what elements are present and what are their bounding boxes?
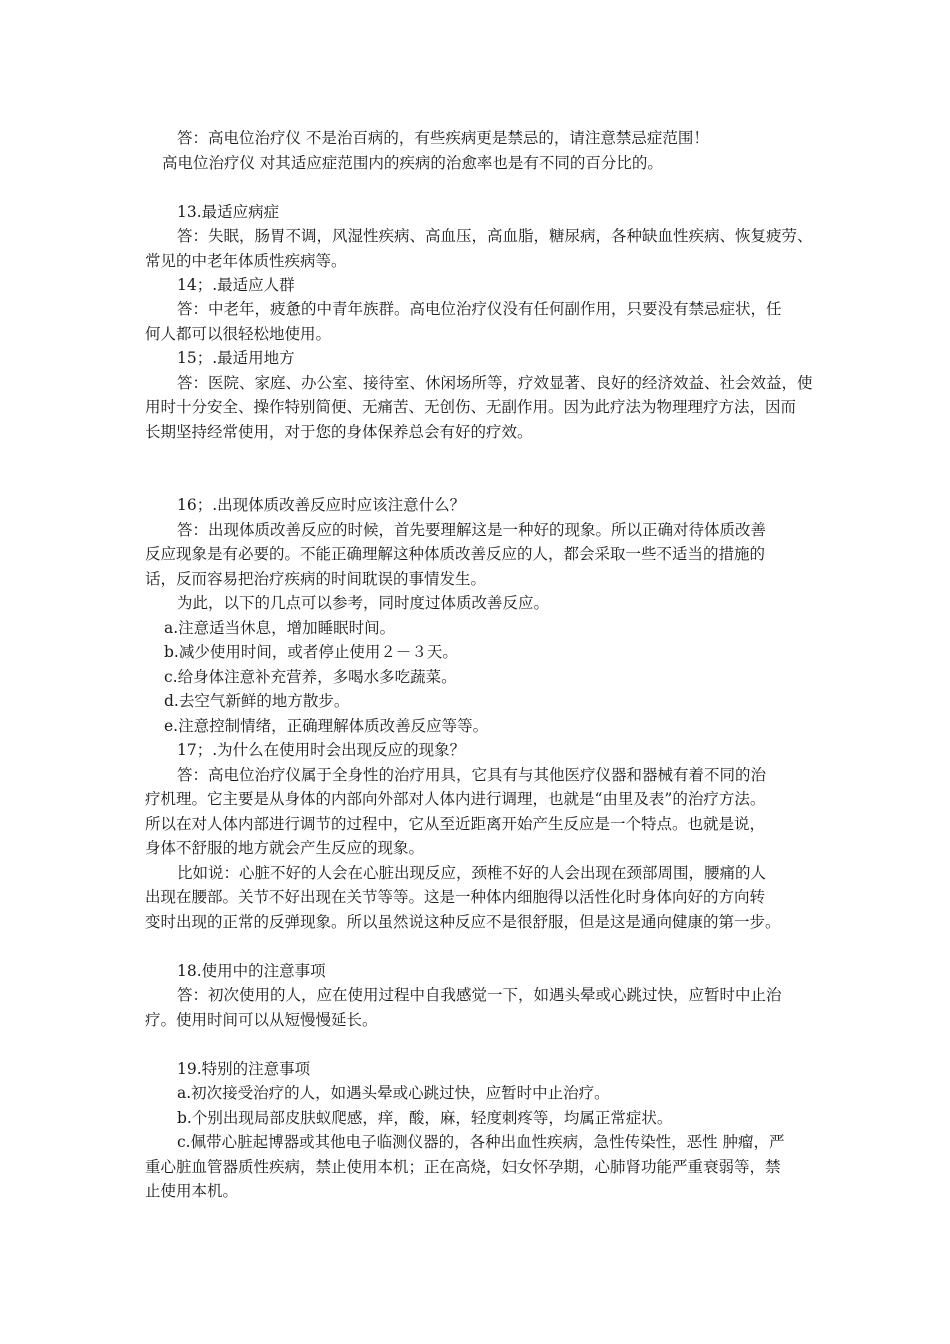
answer-12-line-2: 高电位治疗仪 对其适应症范围内的疾病的治愈率也是有不同的百分比的。: [162, 154, 663, 172]
answer-14-line-1: 答：中老年，疲惫的中青年族群。高电位治疗仪没有任何副作用，只要没有禁忌症状，任: [177, 300, 782, 318]
note-item-c-line-1: c.佩带心脏起博器或其他电子临测仪器的，各种出血性疾病，急性传染性，恶性 肿瘤，严: [177, 1133, 785, 1151]
list-item-a: a.注意适当休息，增加睡眠时间。: [164, 619, 396, 637]
answer-17-line-6: 出现在腰部。关节不好出现在关节等等。这是一种体内细胞得以活性化时身体向好的方向转: [145, 888, 766, 906]
heading-19: 19.特别的注意事项: [177, 1060, 311, 1078]
answer-15-line-3: 长期坚持经常使用，对于您的身体保养总会有好的疗效。: [145, 423, 533, 441]
answer-17-line-3: 所以在对人体内部进行调节的过程中，它从至近距离开始产生反应是一个特点。也就是说，: [145, 815, 766, 833]
answer-16-line-2: 反应现象是有必要的。不能正确理解这种体质改善反应的人，都会采取一些不适当的措施的: [145, 545, 766, 563]
answer-15-line-1: 答：医院、家庭、办公室、接待室、休闲场所等，疗效显著、良好的经济效益、社会效益，使: [177, 374, 813, 392]
answer-17-line-7: 变时出现的正常的反弹现象。所以虽然说这种反应不是很舒服，但是这是通向健康的第一步。: [145, 913, 781, 931]
answer-17-line-2: 疗机理。它主要是从身体的内部向外部对人体内进行调理，也就是“由里及表”的治疗方法。: [145, 790, 766, 808]
answer-16-line-4: 为此，以下的几点可以参考，同时度过体质改善反应。: [177, 594, 550, 612]
heading-13: 13.最适应病症: [177, 203, 280, 221]
list-item-b: b.减少使用时间，或者停止使用２－３天。: [164, 643, 458, 661]
answer-16-line-1: 答：出现体质改善反应的时候，首先要理解这是一种好的现象。所以正确对待体质改善: [177, 521, 767, 539]
answer-17-line-5: 比如说：心脏不好的人会在心脏出现反应，颈椎不好的人会出现在颈部周围，腰痛的人: [177, 864, 767, 882]
heading-16: 16；.出现体质改善反应时应该注意什么？: [177, 496, 466, 514]
answer-18-line-1: 答：初次使用的人，应在使用过程中自我感觉一下，如遇头晕或心跳过快，应暂时中止治: [177, 986, 782, 1004]
note-item-c-line-3: 止使用本机。: [145, 1182, 239, 1200]
answer-17-line-4: 身体不舒服的地方就会产生反应的现象。: [145, 839, 425, 857]
heading-14: 14；.最适应人群: [177, 276, 295, 294]
answer-14-line-2: 何人都可以很轻松地使用。: [145, 325, 332, 343]
answer-12-line-1: 答：高电位治疗仪 不是治百病的，有些疾病更是禁忌的，请注意禁忌症范围！: [177, 129, 709, 147]
heading-17: 17；.为什么在使用时会出现反应的现象？: [177, 741, 466, 759]
heading-18: 18.使用中的注意事项: [177, 962, 326, 980]
answer-13-line-2: 常见的中老年体质性疾病等。: [145, 252, 347, 270]
note-item-c-line-2: 重心脏血管器质性疾病，禁止使用本机；正在高烧，妇女怀孕期，心肺肾功能严重衰弱等，禁: [145, 1158, 781, 1176]
heading-15: 15；.最适用地方: [177, 349, 295, 367]
answer-16-line-3: 话，反而容易把治疗疾病的时间耽误的事情发生。: [145, 570, 487, 588]
list-item-d: d.去空气新鲜的地方散步。: [164, 692, 350, 710]
answer-13-line-1: 答：失眠，肠胃不调，风湿性疾病、高血压，高血脂，糖尿病，各种缺血性疾病、恢复疲劳、: [177, 227, 813, 245]
answer-18-line-2: 疗。使用时间可以从短慢慢延长。: [145, 1011, 378, 1029]
answer-17-line-1: 答：高电位治疗仪属于全身性的治疗用具，它具有与其他医疗仪器和器械有着不同的治: [177, 766, 767, 784]
list-item-c: c.给身体注意补充营养，多喝水多吃蔬菜。: [164, 668, 457, 686]
note-item-b: b.个别出现局部皮肤蚁爬感，痒，酸，麻，轻度刺疼等，均属正常症状。: [177, 1109, 673, 1127]
note-item-a: a.初次接受治疗的人，如遇头晕或心跳过快，应暂时中止治疗。: [177, 1084, 610, 1102]
list-item-e: e.注意控制情绪，正确理解体质改善反应等等。: [164, 717, 489, 735]
answer-15-line-2: 用时十分安全、操作特别简便、无痛苦、无创伤、无副作用。因为此疗法为物理理疗方法，因而: [145, 398, 797, 416]
